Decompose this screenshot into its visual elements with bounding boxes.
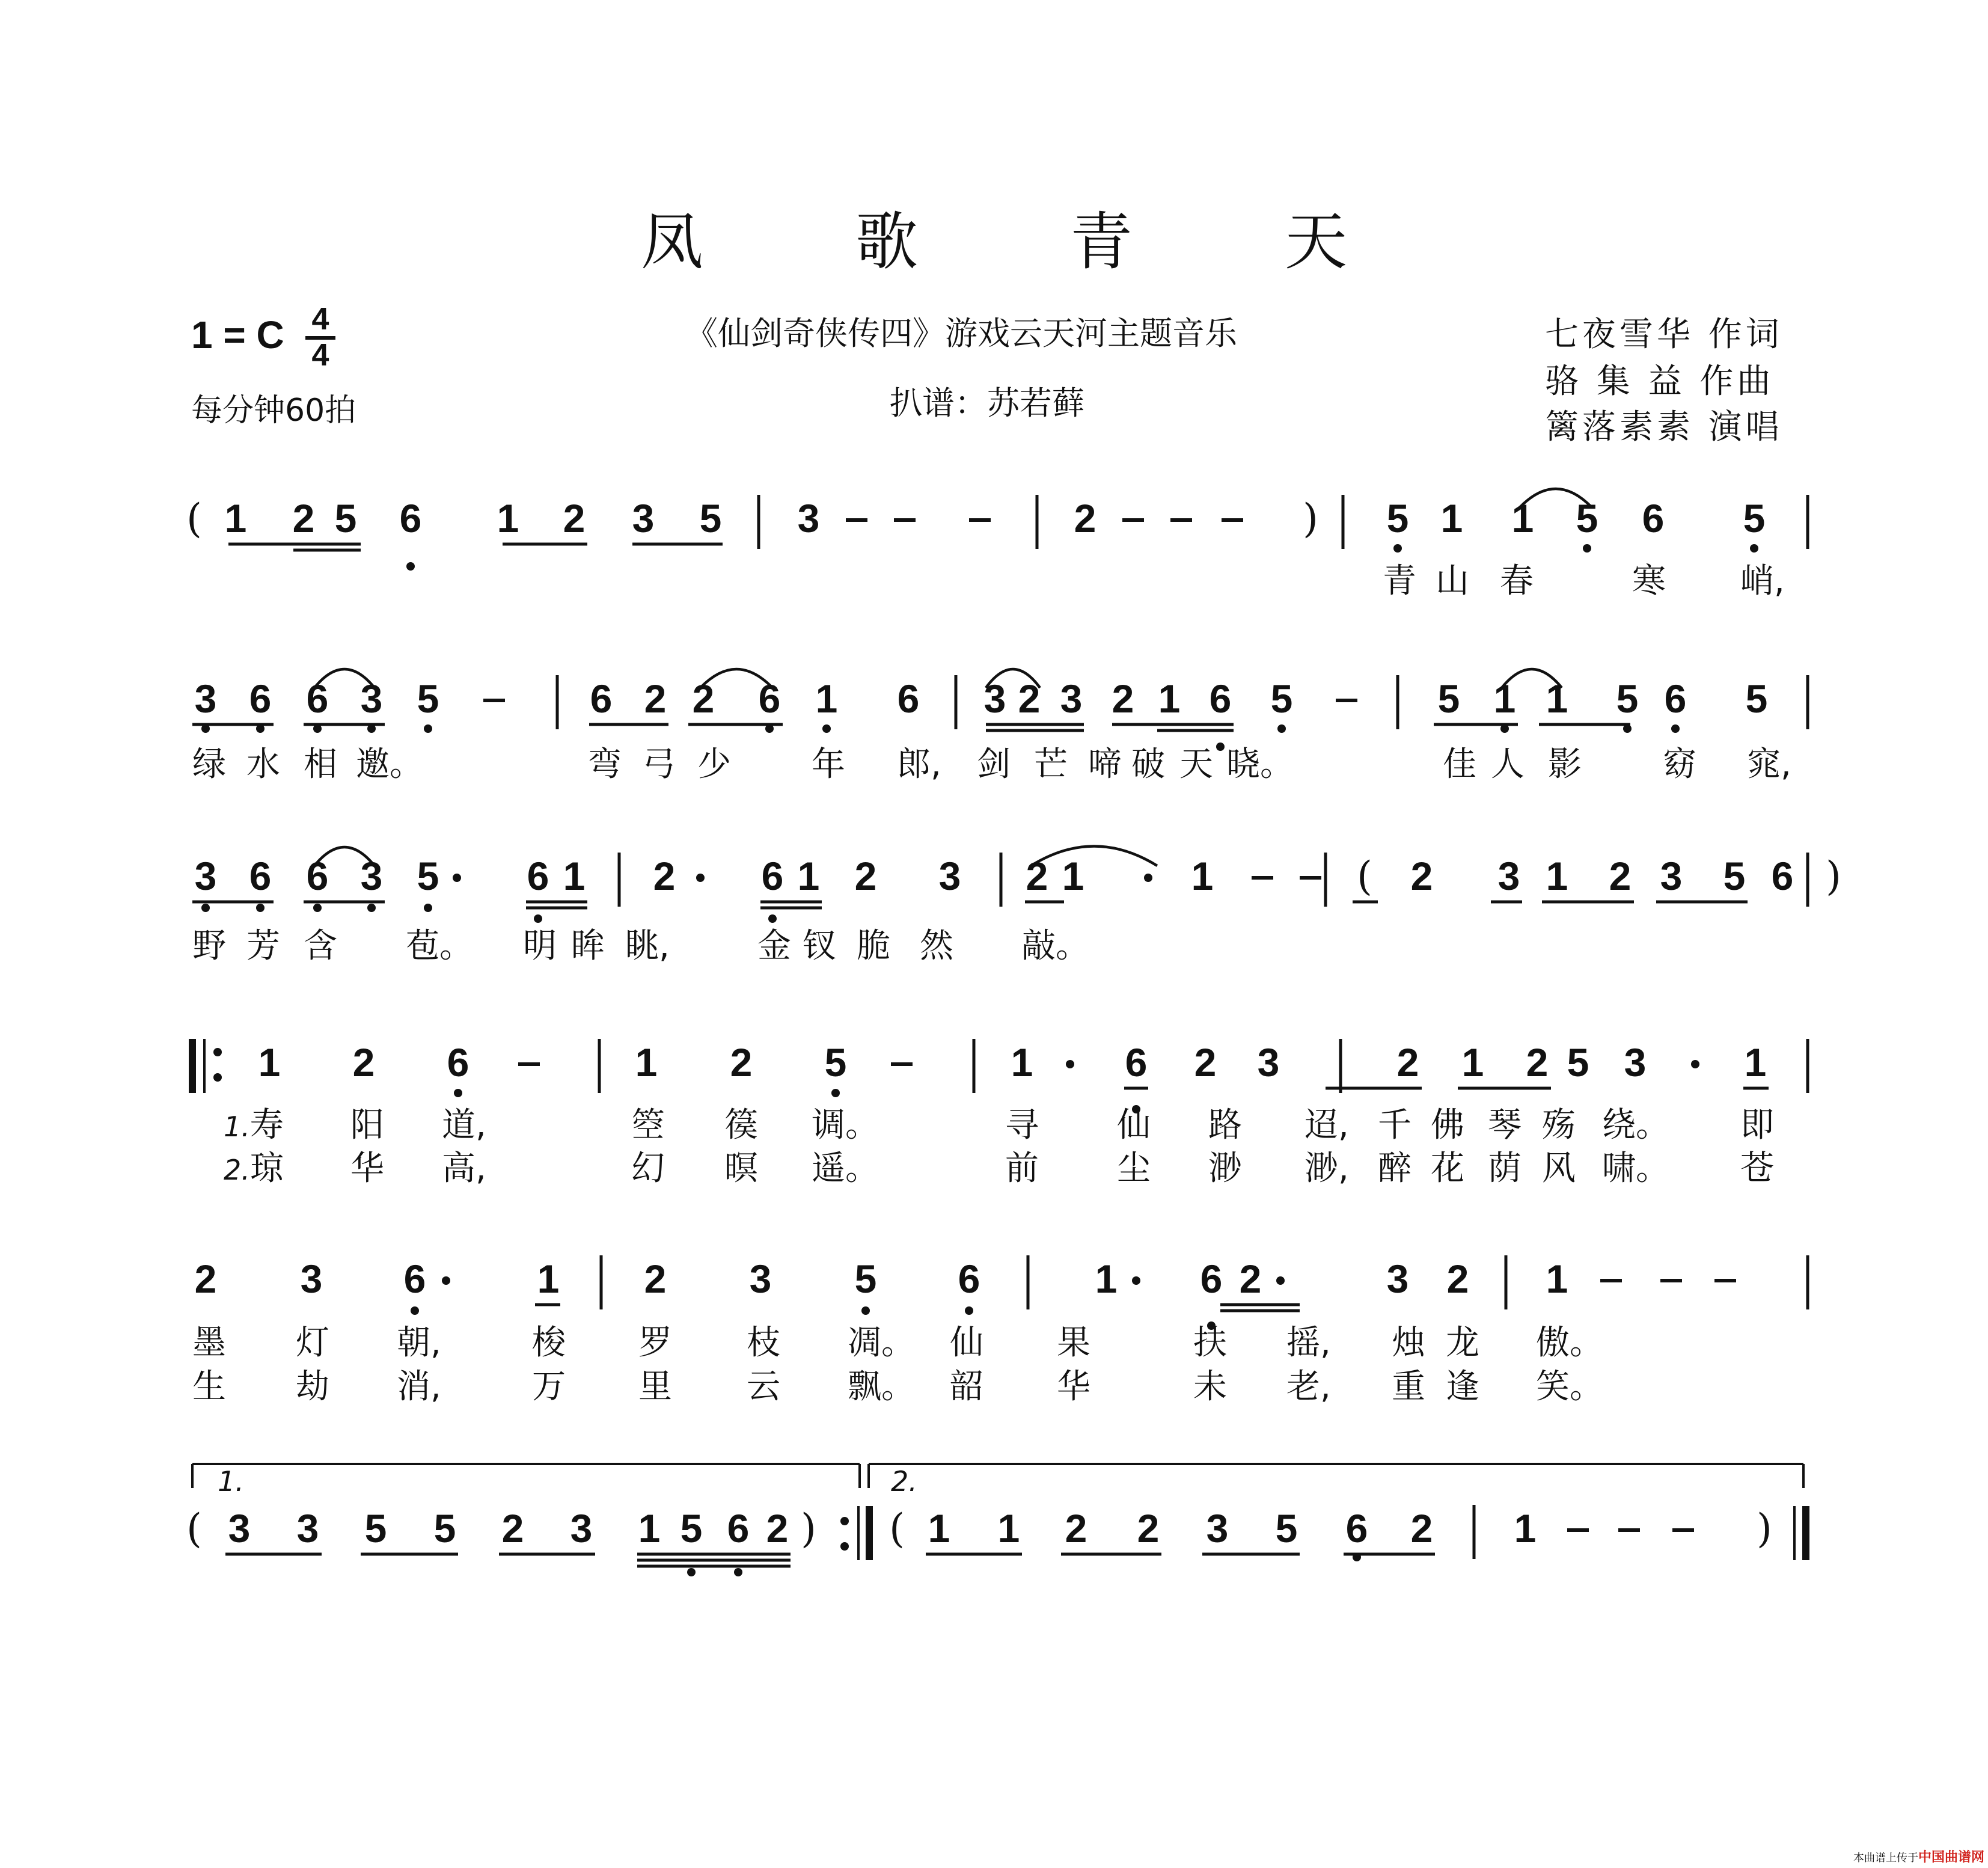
note: 1	[997, 1506, 1020, 1551]
performer-credit: 篱落素素 演唱	[1545, 408, 1783, 447]
verse2-lyric: 苍	[1740, 1149, 1774, 1188]
verse1-lyric: 果	[1057, 1323, 1090, 1362]
note: 1	[1493, 676, 1516, 721]
note: 3	[296, 1506, 319, 1551]
note: 1	[224, 496, 247, 540]
lyric-syllable: 明	[523, 926, 557, 966]
augmentation-dot	[1276, 1276, 1285, 1285]
note: 3	[749, 1257, 772, 1301]
watermark-brand: 中国曲谱网	[1918, 1850, 1984, 1865]
lyric-syllable: 绿	[192, 745, 226, 784]
augmentation-dot	[1132, 1276, 1140, 1285]
note: 3	[194, 676, 217, 721]
note: 1	[1440, 496, 1463, 540]
repeat-paren: )	[801, 1505, 816, 1552]
note: 6	[1200, 1257, 1223, 1301]
note: 3	[300, 1257, 323, 1301]
verse1-lyric: 扶	[1193, 1323, 1227, 1362]
verse1-lyric: 即	[1740, 1106, 1774, 1145]
note: 6	[306, 854, 329, 898]
verse2-lyric: 暝	[724, 1149, 758, 1188]
verse1-lyric: 琴	[1488, 1106, 1522, 1145]
verse2-lyric: 尘	[1117, 1149, 1151, 1188]
verse1-lyric: 殇	[1542, 1106, 1576, 1145]
note: 1	[928, 1506, 950, 1551]
lyric-syllable: 然	[920, 926, 953, 966]
note: 2	[692, 676, 715, 721]
note: 5	[1270, 676, 1293, 721]
note: 6	[1125, 1040, 1148, 1085]
note: 6	[306, 676, 329, 721]
note: 3	[360, 676, 383, 721]
note: 2	[352, 1040, 375, 1085]
note: 1	[1158, 676, 1181, 721]
verse2-lyric: 渺	[1208, 1149, 1242, 1188]
note: 2	[1446, 1257, 1469, 1301]
watermark	[1853, 1847, 1984, 1866]
lyric-syllable: 芒	[1034, 745, 1068, 784]
verse1-lyric: 罗	[638, 1323, 672, 1362]
lyric-syllable: 脆	[857, 926, 890, 966]
note: 2	[1609, 854, 1632, 898]
augmentation-dot	[1066, 1060, 1074, 1068]
lyric-syllable: 苞。	[406, 926, 473, 966]
note: 2	[1410, 1506, 1433, 1551]
note: 1	[797, 854, 820, 898]
note: 2	[730, 1040, 753, 1085]
verse1-lyric: 傲。	[1536, 1323, 1603, 1362]
verse1-lyric: 摇,	[1286, 1323, 1331, 1362]
verse1-lyric: 阳	[350, 1106, 384, 1145]
note: 2	[1239, 1257, 1262, 1301]
repeat-paren: )	[1826, 853, 1841, 899]
note: 2	[194, 1257, 217, 1301]
note: 2	[1396, 1040, 1419, 1085]
composer-credit: 骆 集 益 作曲	[1545, 362, 1775, 401]
note: 3	[1257, 1040, 1280, 1085]
note: 2	[1018, 676, 1041, 721]
repeat-paren: (	[1357, 853, 1372, 899]
note: 1	[563, 854, 586, 898]
volta-label-2: 2.	[891, 1465, 917, 1498]
verse2-lyric: 未	[1193, 1367, 1227, 1406]
note: 6	[727, 1506, 750, 1551]
note: 5	[824, 1040, 847, 1085]
note: 5	[854, 1257, 877, 1301]
lyric-syllable: 钗	[803, 926, 836, 966]
note: 2	[854, 854, 877, 898]
note: 3	[1660, 854, 1683, 898]
note: 6	[447, 1040, 469, 1085]
note: 5	[417, 676, 439, 721]
lyric-syllable: 邀。	[356, 745, 423, 784]
lyric-syllable: 含	[304, 926, 337, 966]
lyric-syllable: 芳	[246, 926, 280, 966]
note: 1	[1511, 496, 1534, 540]
verse2-lyric: 啸。	[1602, 1149, 1669, 1188]
repeat-paren: (	[186, 1505, 202, 1552]
lyric-syllable: 影	[1548, 745, 1582, 784]
note: 1	[638, 1506, 661, 1551]
lyric-syllable: 少	[697, 745, 731, 784]
note: 6	[403, 1257, 426, 1301]
verse2-lyric: 幻	[631, 1149, 665, 1188]
note: 6	[399, 496, 422, 540]
repeat-dot	[840, 1542, 849, 1551]
note: 3	[797, 496, 820, 540]
lyric-syllable: 啼	[1088, 745, 1122, 784]
lyric-syllable: 野	[192, 926, 226, 966]
augmentation-dot	[453, 874, 461, 882]
verse2-lyric: 韶	[950, 1367, 983, 1406]
verse1-lyric: 迢,	[1304, 1106, 1349, 1145]
repeat-dot	[213, 1048, 222, 1056]
note: 3	[938, 854, 961, 898]
note: 3	[228, 1506, 251, 1551]
note: 2	[1026, 854, 1048, 898]
note: 3	[983, 676, 1006, 721]
verse1-lyric: 仙	[950, 1323, 983, 1362]
note: 5	[1743, 496, 1766, 540]
note: 3	[1206, 1506, 1229, 1551]
note: 6	[1209, 676, 1232, 721]
note: 5	[1437, 676, 1460, 721]
verse1-lyric: 仙	[1117, 1106, 1151, 1145]
note: 1	[1095, 1257, 1118, 1301]
lyric-syllable: 眸	[571, 926, 605, 966]
note: 1	[1546, 1257, 1568, 1301]
note: 6	[1642, 496, 1665, 540]
note: 3	[360, 854, 383, 898]
lyric-syllable: 眺,	[625, 926, 670, 966]
lyric-syllable: 水	[246, 745, 280, 784]
note: 1	[1461, 1040, 1484, 1085]
note: 6	[590, 676, 613, 721]
augmentation-dot	[696, 874, 705, 882]
note: 3	[1497, 854, 1520, 898]
note: 2	[1410, 854, 1433, 898]
verse1-lyric: 梭	[532, 1323, 566, 1362]
note: 3	[632, 496, 655, 540]
verse2-lyric: 前	[1005, 1149, 1039, 1188]
lyric-syllable: 相	[304, 745, 337, 784]
verse1-lyric: 路	[1208, 1106, 1242, 1145]
note: 2	[501, 1506, 524, 1551]
note: 1	[1514, 1506, 1537, 1551]
verse2-lyric: 飘。	[848, 1367, 915, 1406]
lyric-syllable: 金	[757, 926, 791, 966]
verse2-lyric: 2.琼	[224, 1149, 284, 1188]
note: 5	[680, 1506, 703, 1551]
lyric-syllable: 山	[1436, 562, 1469, 601]
lyric-syllable: 剑	[977, 745, 1011, 784]
note: 1	[258, 1040, 281, 1085]
repeat-dot	[213, 1073, 222, 1082]
note: 2	[766, 1506, 789, 1551]
augmentation-dot	[1691, 1060, 1699, 1068]
verse2-lyric: 醉	[1378, 1149, 1411, 1188]
verse2-lyric: 消,	[397, 1367, 441, 1406]
note: 5	[1386, 496, 1409, 540]
verse2-lyric: 渺,	[1304, 1149, 1349, 1188]
verse1-lyric: 朝,	[397, 1323, 441, 1362]
verse2-lyric: 笑。	[1536, 1367, 1603, 1406]
note: 1	[1546, 854, 1568, 898]
verse1-lyric: 枝	[747, 1323, 780, 1362]
lyric-syllable: 弯	[588, 745, 622, 784]
note: 2	[644, 676, 667, 721]
verse2-lyric: 高,	[442, 1149, 486, 1188]
lyricist-credit: 七夜雪华 作词	[1545, 315, 1783, 354]
tie-arc	[1031, 847, 1157, 866]
verse2-lyric: 花	[1431, 1149, 1464, 1188]
lyric-syllable: 年	[812, 745, 845, 784]
verse2-lyric: 重	[1392, 1367, 1425, 1406]
verse1-lyric: 道,	[442, 1106, 486, 1145]
verse1-lyric: 1.寿	[224, 1106, 284, 1145]
watermark-text: 本曲谱上传于	[1853, 1852, 1918, 1864]
lyric-syllable: 窈	[1663, 745, 1696, 784]
lyric-syllable: 郎,	[897, 745, 941, 784]
note: 5	[364, 1506, 387, 1551]
verse1-lyric: 龙	[1446, 1323, 1479, 1362]
repeat-paren: (	[889, 1505, 905, 1552]
verse2-lyric: 老,	[1286, 1367, 1331, 1406]
repeat-paren: )	[1303, 495, 1318, 542]
verse2-lyric: 里	[638, 1367, 672, 1406]
note: 6	[249, 854, 272, 898]
note: 6	[758, 676, 781, 721]
note: 6	[761, 854, 784, 898]
verse1-lyric: 凋。	[848, 1323, 915, 1362]
lyric-syllable: 峭,	[1740, 562, 1785, 601]
verse2-lyric: 云	[747, 1367, 780, 1406]
verse1-lyric: 烛	[1392, 1323, 1425, 1362]
note: 2	[644, 1257, 667, 1301]
note: 1	[1546, 676, 1568, 721]
verse1-lyric: 墨	[192, 1323, 226, 1362]
lyric-syllable: 弓	[642, 745, 676, 784]
note: 6	[1345, 1506, 1368, 1551]
note: 1	[635, 1040, 658, 1085]
subtitle: 《仙剑奇侠传四》游戏云天河主题音乐	[685, 314, 1237, 352]
note: 6	[958, 1257, 980, 1301]
verse2-lyric: 生	[192, 1367, 226, 1406]
note: 1	[537, 1257, 560, 1301]
note: 5	[1576, 496, 1598, 540]
augmentation-dot	[442, 1276, 450, 1285]
note: 5	[1616, 676, 1639, 721]
verse1-lyric: 灯	[296, 1323, 329, 1362]
note: 6	[249, 676, 272, 721]
lyric-syllable: 破	[1131, 745, 1165, 784]
note: 1	[1191, 854, 1214, 898]
note: 5	[433, 1506, 456, 1551]
note: 3	[1386, 1257, 1409, 1301]
verse2-lyric: 逢	[1446, 1367, 1479, 1406]
note: 3	[570, 1506, 593, 1551]
lyric-syllable: 窕,	[1747, 745, 1791, 784]
time-signature-top: 4	[305, 304, 335, 340]
lyric-syllable: 晓。	[1226, 745, 1294, 784]
verse2-lyric: 荫	[1488, 1149, 1522, 1188]
note: 2	[1065, 1506, 1087, 1551]
tempo-marking: 每分钟60拍	[191, 393, 356, 429]
note: 5	[1275, 1506, 1298, 1551]
note: 1	[1011, 1040, 1033, 1085]
note: 1	[497, 496, 519, 540]
lyric-syllable: 人	[1491, 745, 1525, 784]
note: 3	[1624, 1040, 1647, 1085]
note: 5	[699, 496, 722, 540]
verse1-lyric: 箜	[631, 1106, 665, 1145]
verse2-lyric: 风	[1542, 1149, 1576, 1188]
note: 2	[1074, 496, 1096, 540]
verse2-lyric: 劫	[296, 1367, 329, 1406]
note: 2	[1137, 1506, 1160, 1551]
augmentation-dot	[1144, 874, 1152, 882]
lyric-syllable: 敲。	[1022, 926, 1089, 966]
note: 3	[194, 854, 217, 898]
verse1-lyric: 佛	[1431, 1106, 1464, 1145]
verse1-lyric: 调。	[812, 1106, 879, 1145]
note: 1	[815, 676, 838, 721]
note: 6	[897, 676, 920, 721]
note: 2	[653, 854, 676, 898]
lyric-syllable: 春	[1500, 562, 1534, 601]
verse2-lyric: 华	[350, 1149, 384, 1188]
note: 2	[292, 496, 315, 540]
note: 2	[563, 496, 586, 540]
note: 3	[1060, 676, 1083, 721]
key-signature: 1 = C	[191, 313, 284, 357]
verse1-lyric: 寻	[1005, 1106, 1039, 1145]
note: 2	[1526, 1040, 1549, 1085]
verse1-lyric: 绕。	[1602, 1106, 1669, 1145]
note: 5	[1745, 676, 1768, 721]
repeat-paren: (	[186, 495, 202, 542]
note: 1	[1744, 1040, 1767, 1085]
note: 2	[1112, 676, 1134, 721]
note: 6	[1664, 676, 1687, 721]
lyric-syllable: 佳	[1443, 745, 1476, 784]
note: 5	[417, 854, 439, 898]
note: 5	[1567, 1040, 1589, 1085]
verse1-lyric: 千	[1378, 1106, 1411, 1145]
note: 6	[527, 854, 549, 898]
repeat-paren: )	[1757, 1505, 1772, 1552]
note: 2	[1194, 1040, 1217, 1085]
note: 5	[1723, 854, 1746, 898]
note: 6	[1771, 854, 1794, 898]
verse2-lyric: 华	[1057, 1367, 1090, 1406]
note: 5	[334, 496, 357, 540]
page-title: 凤 歌 青 天	[640, 205, 1414, 278]
repeat-dot	[840, 1517, 849, 1525]
transcriber-credit: 扒谱：苏若藓	[890, 384, 1084, 422]
volta-label-1: 1.	[218, 1465, 244, 1498]
time-signature-bottom: 4	[311, 338, 329, 373]
lyric-syllable: 寒	[1632, 562, 1666, 601]
note: 1	[1062, 854, 1084, 898]
lyric-syllable: 天	[1179, 745, 1213, 784]
verse2-lyric: 万	[532, 1367, 566, 1406]
verse1-lyric: 篌	[724, 1106, 758, 1145]
verse2-lyric: 遥。	[812, 1149, 879, 1188]
lyric-syllable: 青	[1383, 562, 1416, 601]
